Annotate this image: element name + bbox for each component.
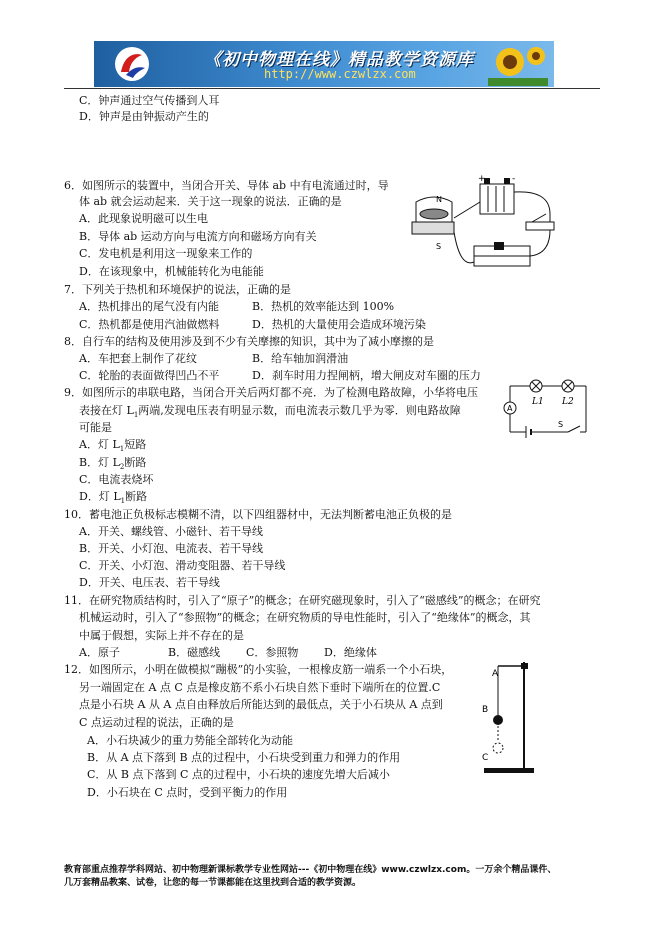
ammeter-label: A	[507, 404, 513, 413]
q12-option-a: A．小石块减少的重力势能全部转化为动能	[87, 734, 293, 747]
q10-option-d: D．开关、电压表、若干导线	[79, 576, 220, 589]
q12-stem-cont: 另一端固定在 A 点 C 点是橡皮筋不系小石块自然下垂时下端所在的位置.C	[79, 681, 441, 694]
q8-option-b: B．给车轴加润滑油	[252, 352, 349, 365]
site-logo-icon	[114, 46, 150, 82]
point-c-label: C	[482, 753, 489, 763]
q8-option-c: C．轮胎的表面做得凹凸不平	[79, 369, 220, 382]
stone-icon	[493, 715, 503, 725]
q12-stem-cont3: C 点运动过程的说法，正确的是	[79, 716, 234, 729]
q11-stem: 11．在研究物质结构时，引入了“原子”的概念；在研究磁现象时，引入了“磁感线”的概念；在研究	[64, 594, 541, 607]
q7-stem: 7．下列关于热机和环境保护的说法，正确的是	[64, 283, 291, 296]
series-circuit-figure	[498, 372, 598, 438]
q9-option-c: C．电流表烧坏	[79, 473, 154, 486]
q12-stem-cont2: 点是小石块 A 从 A 点自由释放后所能达到的最低点，关于小石块从 A 点到	[79, 698, 443, 711]
q11-stem-cont2: 中属于假想，实际上并不存在的是	[79, 629, 244, 642]
header-divider	[64, 88, 600, 89]
footer-line-2: 几万套精品教案、试卷，让您的每一节课都能在这里找到合适的教学资源。	[64, 878, 362, 888]
q7-option-c: C．热机都是使用汽油做燃料	[79, 318, 220, 331]
battery-minus-label: -	[512, 174, 516, 184]
q5-option-c: C．钟声通过空气传播到人耳	[79, 94, 220, 107]
q11-stem-cont: 机械运动时，引入了“参照物”的概念；在研究物质的导电性能时，引入了“绝缘体”的概念，其	[79, 611, 531, 624]
q6-option-b: B．导体 ab 运动方向与电流方向和磁场方向有关	[79, 230, 317, 243]
q9-option-a: A．灯 $L_1$短路	[79, 438, 147, 454]
lamp-l1-icon	[530, 380, 542, 392]
q11-option-d: D．绝缘体	[324, 646, 377, 659]
footer-line-1: 教育部重点推荐学科网站、初中物理新课标教学专业性网站---《初中物理在线》www.czwlzx.com。一万余个精品课件、	[64, 865, 557, 875]
q5-option-d: D．钟声是由钟振动产生的	[79, 110, 209, 123]
q10-option-c: C．开关、小灯泡、滑动变阻器、若干导线	[79, 559, 286, 572]
q12-option-d: D．小石块在 C 点时，受到平衡力的作用	[87, 786, 288, 799]
q8-option-d: D．刹车时用力捏闸柄，增大闸皮对车圈的压力	[252, 369, 481, 382]
battery-plus-label: +	[478, 174, 486, 184]
magnet-s-label: S	[436, 242, 442, 251]
q6-stem-cont: 体 ab 就会运动起来．关于这一现象的说法．正确的是	[79, 195, 342, 208]
bungee-experiment-figure	[478, 656, 540, 776]
q6-option-a: A．此现象说明磁可以生电	[79, 212, 208, 225]
q6-option-c: C．发电机是利用这一现象来工作的	[79, 247, 253, 260]
q11-option-b: B．磁感线	[168, 646, 221, 659]
lamp-l1-label: L1	[532, 397, 544, 407]
site-title: 《初中物理在线》精品教学资源库	[204, 50, 474, 70]
q9-option-b: B．灯 $L_2$断路	[79, 456, 147, 472]
motor-experiment-figure	[408, 172, 558, 276]
q12-stem: 12．如图所示，小明在做模拟“蹦极”的小实验，一根橡皮筋一端系一个小石块，	[64, 663, 453, 676]
sunflower-icon	[488, 42, 548, 86]
q9-stem-cont: 表接在灯 $L_1$两端,发现电压表有明显示数，而电流表示数几乎为零．则电路故障	[79, 404, 461, 420]
q11-option-a: A．原子	[79, 646, 120, 659]
q9-option-d: D．灯 $L_1$断路	[79, 490, 148, 506]
q12-option-b: B．从 A 点下落到 B 点的过程中，小石块受到重力和弹力的作用	[87, 751, 401, 764]
site-url[interactable]: http://www.czwlzx.com	[264, 67, 416, 81]
magnet-n-label: N	[436, 195, 442, 204]
q11-option-c: C．参照物	[246, 646, 299, 659]
lamp-l2-label: L2	[562, 397, 574, 407]
lamp-l2-icon	[562, 380, 574, 392]
q10-stem: 10．蓄电池正负极标志模糊不清，以下四组器材中，无法判断蓄电池正负极的是	[64, 508, 452, 521]
q8-option-a: A．车把套上制作了花纹	[79, 352, 197, 365]
q12-option-c: C．从 B 点下落到 C 点的过程中，小石块的速度先增大后减小	[87, 768, 390, 781]
q7-option-b: B．热机的效率能达到 100%	[252, 300, 395, 313]
q7-option-d: D．热机的大量使用会造成环境污染	[252, 318, 426, 331]
switch-label: S	[558, 420, 564, 429]
header-banner	[94, 41, 554, 87]
q10-option-b: B．开关、小灯泡、电流表、若干导线	[79, 542, 264, 555]
q10-option-a: A．开关、螺线管、小磁针、若干导线	[79, 525, 263, 538]
q8-stem: 8．自行车的结构及使用涉及到不少有关摩擦的知识，其中为了减小摩擦的是	[64, 335, 434, 348]
q6-stem: 6．如图所示的装置中，当闭合开关、导体 ab 中有电流通过时，导	[64, 179, 389, 192]
q7-option-a: A．热机排出的尾气没有内能	[79, 300, 219, 313]
q6-option-d: D．在该现象中，机械能转化为电能能	[79, 265, 264, 278]
point-a-label: A	[492, 669, 499, 679]
q9-stem: 9．如图所示的串联电路，当闭合开关后两灯都不亮．为了检测电路故障，小华将电压	[64, 386, 478, 399]
q9-stem-cont2: 可能是	[79, 421, 112, 434]
point-b-label: B	[482, 705, 489, 715]
